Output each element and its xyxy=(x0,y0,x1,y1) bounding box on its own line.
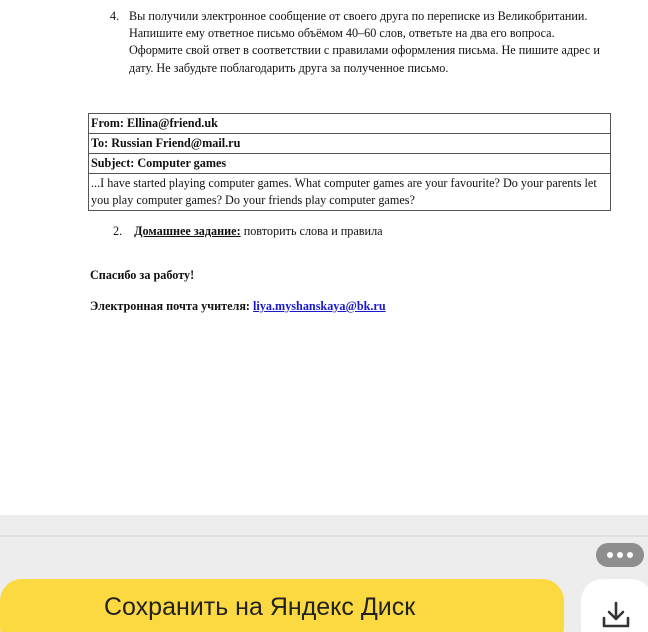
more-horizontal-icon xyxy=(607,552,613,558)
email-table xyxy=(88,113,611,211)
email-from: From: Ellina@friend.uk xyxy=(89,114,611,134)
email-to: To: Russian Friend@mail.ru xyxy=(89,134,611,154)
bottom-bar xyxy=(0,515,648,632)
homework-text: повторить слова и правила xyxy=(240,224,383,238)
download-button[interactable] xyxy=(581,579,648,632)
thanks-text: Спасибо за работу! xyxy=(90,268,195,282)
task-4-text: Вы получили электронное сообщение от своего друга по переписке из Великобритании. Напишите ему ответное письмо объёмом 40–60 слов, ответьте на два его вопроса. Оформите свой ответ в соответствии с правилами оформления письма. Не пишите адрес и дату. Не забудьте поблагодарить друга за полученное письмо. xyxy=(129,9,600,75)
teacher-email-line xyxy=(90,299,386,314)
email-body: ...I have started playing computer games. What computer games are your favourite? Do your parents let you play computer games? Do your friends play computer games? xyxy=(89,174,611,211)
teacher-email-label: Электронная почта учителя: xyxy=(90,299,254,313)
email-subject: Subject: Computer games xyxy=(89,154,611,174)
homework-label: Домашнее задание: xyxy=(134,224,241,238)
task-2 xyxy=(113,224,383,239)
more-button[interactable] xyxy=(596,543,644,567)
save-button-label: Сохранить на Яндекс Диск xyxy=(104,593,416,621)
divider xyxy=(0,535,648,537)
task-4-number: 4. xyxy=(110,9,120,23)
teacher-email-link[interactable]: liya.myshanskaya@bk.ru xyxy=(253,299,386,313)
download-icon xyxy=(601,601,631,629)
save-to-yandex-disk-button[interactable] xyxy=(0,579,564,632)
task-2-number: 2. xyxy=(113,224,123,238)
task-4 xyxy=(110,8,610,77)
